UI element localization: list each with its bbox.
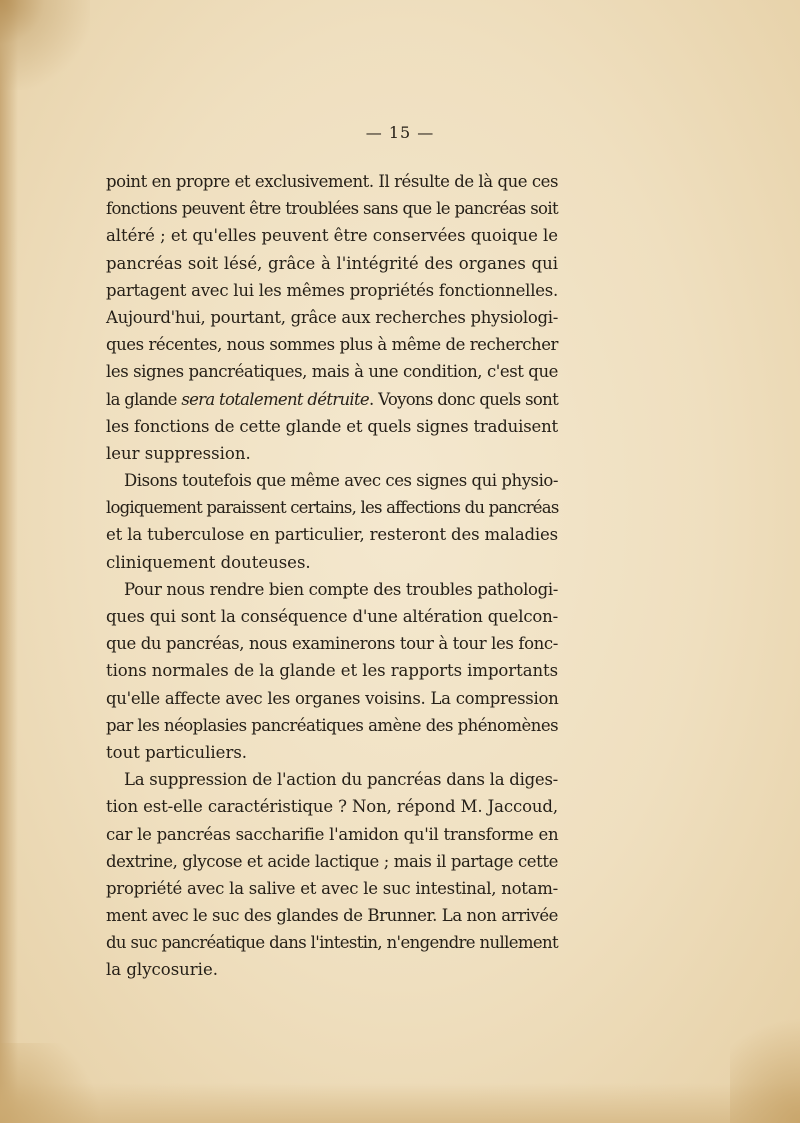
text-line: que du pancréas, nous examinerons tour à tour les fonc- [106, 634, 558, 654]
text-line: logiquement paraissent certains, les affections du pancréas [106, 498, 559, 518]
text-line: Pour nous rendre bien compte des troubles pathologi- [124, 579, 558, 599]
page-bottom-shadow [0, 1083, 800, 1123]
text-line: pancréas soit lésé, grâce à l'intégrité des organes qui [106, 253, 558, 273]
text-line: ques qui sont la conséquence d'une altération quelcon- [106, 607, 558, 626]
text-line: fonctions peuvent être troublées sans que le pancréas soit [106, 199, 558, 219]
stain-bottom-left [0, 1043, 120, 1123]
text-line: partagent avec lui les mêmes propriétés fonctionnelles. [106, 280, 558, 300]
text-line: Aujourd'hui, pourtant, grâce aux recherches physiologi- [106, 307, 558, 327]
italic-emphasis: sera totalement détruite [181, 389, 370, 409]
text-line: tions normales de la glande et les rapports importants [106, 661, 558, 681]
text-line: et la tuberculose en particulier, resteront des maladies [106, 525, 558, 545]
text-segment: la glande [106, 389, 182, 409]
body-text [106, 168, 558, 984]
text-line: qu'elle affecte avec les organes voisins. La compression [106, 688, 559, 708]
text-line: dextrine, glycose et acide lactique ; mais il partage cette [106, 851, 558, 871]
text-line: La suppression de l'action du pancréas dans la diges- [124, 770, 558, 790]
text-line: cliniquement douteuses. [106, 552, 311, 572]
text-line: Disons toutefois que même avec ces signes qui physio- [124, 471, 558, 491]
text-line: leur suppression. [106, 443, 251, 463]
text-line: propriété avec la salive et avec le suc intestinal, notam- [106, 878, 558, 898]
text-line: ment avec le suc des glandes de Brunner. La non arrivée [106, 906, 558, 926]
text-line: du suc pancréatique dans l'intestin, n'engendre nullement [106, 933, 558, 953]
page-edge-shadow [0, 0, 18, 1123]
text-line: ques récentes, nous sommes plus à même de rechercher [106, 335, 558, 355]
text-line: tion est-elle caractéristique ? Non, répond M. Jaccoud, [106, 797, 558, 817]
text-line: par les néoplasies pancréatiques amène des phénomènes [106, 715, 558, 735]
text-line [106, 386, 558, 413]
page-number: — 15 — [365, 123, 435, 142]
text-line: les fonctions de cette glande et quels signes traduisent [106, 416, 558, 436]
stain-top-left [0, 0, 90, 90]
stain-bottom-right [730, 1003, 800, 1123]
text-line: la glycosurie. [106, 960, 218, 980]
text-line: car le pancréas saccharifie l'amidon qu'il transforme en [106, 824, 559, 844]
text-line: les signes pancréatiques, mais à une condition, c'est que [106, 362, 558, 382]
text-line: altéré ; et qu'elles peuvent être conservées quoique le [106, 226, 558, 246]
text-line: tout particuliers. [106, 742, 248, 762]
text-line: point en propre et exclusivement. Il résulte de là que ces [106, 172, 558, 191]
text-segment: . Voyons donc quels sont [369, 389, 559, 409]
